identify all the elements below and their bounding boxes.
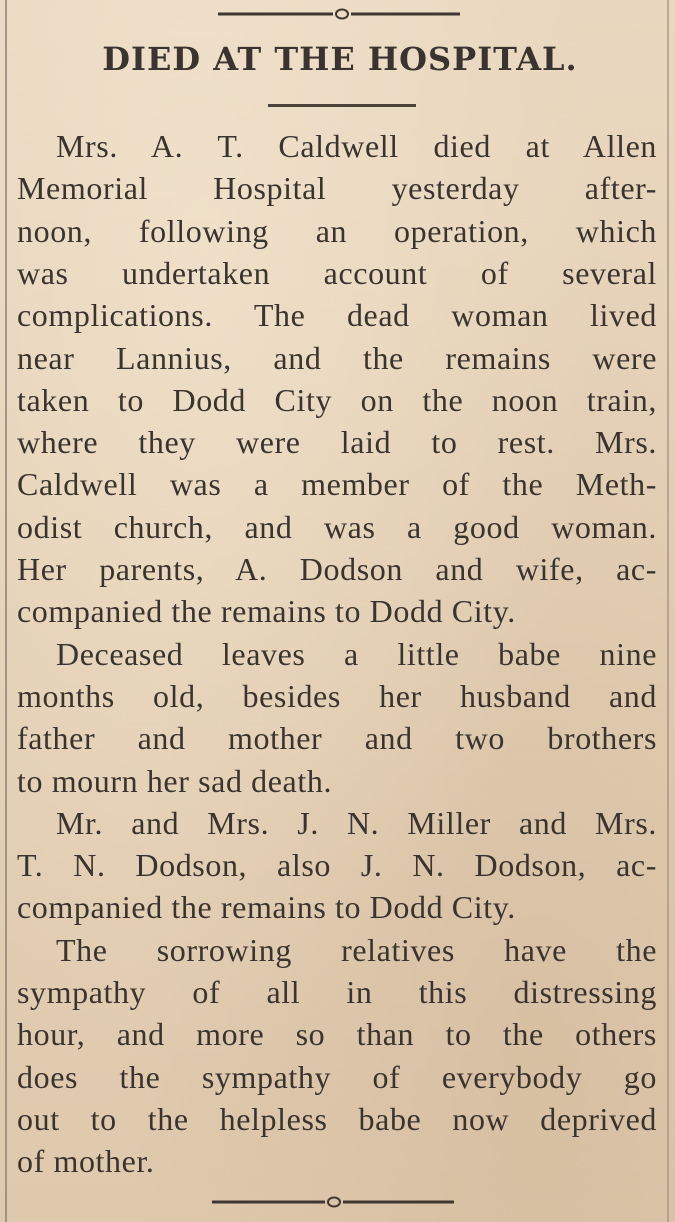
bottom-ornament-divider (212, 1196, 454, 1208)
article-line: Deceased leaves a little babe nine (56, 635, 657, 672)
article-line: noon, following an operation, which (17, 212, 657, 249)
article-line: to mourn her sad death. (17, 762, 333, 799)
article-line: near Lannius, and the remains were (17, 339, 657, 376)
headline: DIED AT THE HOSPITAL. (102, 40, 578, 78)
left-column-rule (5, 0, 7, 1222)
article-line: months old, besides her husband and (17, 677, 657, 714)
right-column-rule (667, 0, 669, 1222)
article-line: odist church, and was a good woman. (17, 508, 657, 545)
article-line: Memorial Hospital yesterday after- (17, 170, 657, 207)
article-line: of mother. (17, 1143, 155, 1180)
article-line: taken to Dodd City on the noon train, (17, 381, 657, 418)
article-line: The sorrowing relatives have the (56, 931, 657, 968)
article-line: complications. The dead woman lived (17, 297, 657, 334)
top-ornament-divider (218, 8, 460, 20)
article-line: companied the remains to Dodd City. (17, 593, 516, 630)
article-line: where they were laid to rest. Mrs. (17, 424, 657, 461)
article-line: Mr. and Mrs. J. N. Miller and Mrs. (56, 804, 657, 841)
article-line: T. N. Dodson, also J. N. Dodson, ac- (17, 847, 657, 884)
article-line: father and mother and two brothers (17, 720, 657, 757)
article-line: out to the helpless babe now deprived (17, 1100, 657, 1137)
article-line: Caldwell was a member of the Meth- (17, 466, 657, 503)
article-line: sympathy of all in this distressing (17, 974, 657, 1010)
article-line: was undertaken account of several (17, 254, 657, 291)
article-line: companied the remains to Dodd City. (17, 889, 516, 926)
headline-rule (268, 104, 416, 107)
article-line: does the sympathy of everybody go (17, 1058, 657, 1095)
article-line: hour, and more so than to the others (17, 1016, 657, 1053)
article-line: Mrs. A. T. Caldwell died at Allen (56, 128, 657, 164)
article-line: Her parents, A. Dodson and wife, ac- (17, 551, 657, 587)
